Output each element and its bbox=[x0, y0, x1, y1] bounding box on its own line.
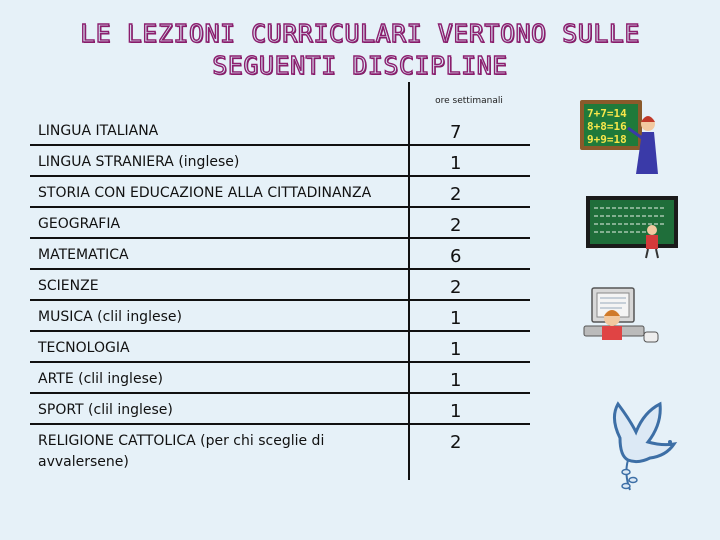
table-row bbox=[30, 394, 530, 425]
title-line-2: SEGUENTI DISCIPLINE bbox=[212, 51, 508, 80]
subject-name: STORIA CON EDUCAZIONE ALLA CITTADINANZA bbox=[38, 185, 372, 201]
weekly-hours: 2 bbox=[450, 184, 462, 205]
weekly-hours: 2 bbox=[450, 277, 462, 298]
subject-name: ARTE (clil inglese) bbox=[38, 371, 163, 387]
computer-student-icon bbox=[582, 280, 664, 356]
table-row bbox=[30, 208, 530, 239]
subject-name: LINGUA ITALIANA bbox=[38, 123, 159, 139]
table-row bbox=[30, 363, 530, 394]
chalkboard-line-1: 7+7=14 bbox=[587, 107, 627, 120]
weekly-hours: 7 bbox=[450, 122, 462, 143]
table-row bbox=[30, 177, 530, 208]
math-chalkboard-teacher-icon bbox=[578, 96, 660, 176]
subjects-table bbox=[30, 115, 530, 475]
title-line-1: LE LEZIONI CURRICULARI VERTONO SULLE bbox=[80, 19, 640, 48]
subject-name: GEOGRAFIA bbox=[38, 216, 121, 232]
weekly-hours: 1 bbox=[450, 308, 462, 329]
chalkboard-line-2: 8+8=16 bbox=[587, 120, 627, 133]
table-row bbox=[30, 425, 530, 475]
subject-name: TECNOLOGIA bbox=[38, 340, 130, 356]
table-row bbox=[30, 301, 530, 332]
weekly-hours: 2 bbox=[450, 432, 462, 453]
subject-name: MATEMATICA bbox=[38, 247, 129, 263]
slide-title bbox=[0, 18, 720, 82]
writing-chalkboard-student-icon bbox=[586, 194, 680, 260]
subject-name: MUSICA (clil inglese) bbox=[38, 309, 182, 325]
table-row bbox=[30, 115, 530, 146]
column-header-hours: ore settimanali bbox=[435, 96, 503, 106]
weekly-hours: 6 bbox=[450, 246, 462, 267]
weekly-hours: 1 bbox=[450, 401, 462, 422]
subject-name: SPORT (clil inglese) bbox=[38, 402, 173, 418]
weekly-hours: 1 bbox=[450, 153, 462, 174]
table-row bbox=[30, 239, 530, 270]
subject-name: LINGUA STRANIERA (inglese) bbox=[38, 154, 240, 170]
weekly-hours: 1 bbox=[450, 370, 462, 391]
table-row bbox=[30, 146, 530, 177]
weekly-hours: 1 bbox=[450, 339, 462, 360]
table-row bbox=[30, 270, 530, 301]
dove-icon bbox=[600, 398, 690, 494]
chalkboard-line-3: 9+9=18 bbox=[587, 133, 627, 146]
subject-name: SCIENZE bbox=[38, 278, 99, 294]
subject-name: RELIGIONE CATTOLICA (per chi sceglie di avvalersene) bbox=[38, 433, 325, 470]
table-row bbox=[30, 332, 530, 363]
weekly-hours: 2 bbox=[450, 215, 462, 236]
